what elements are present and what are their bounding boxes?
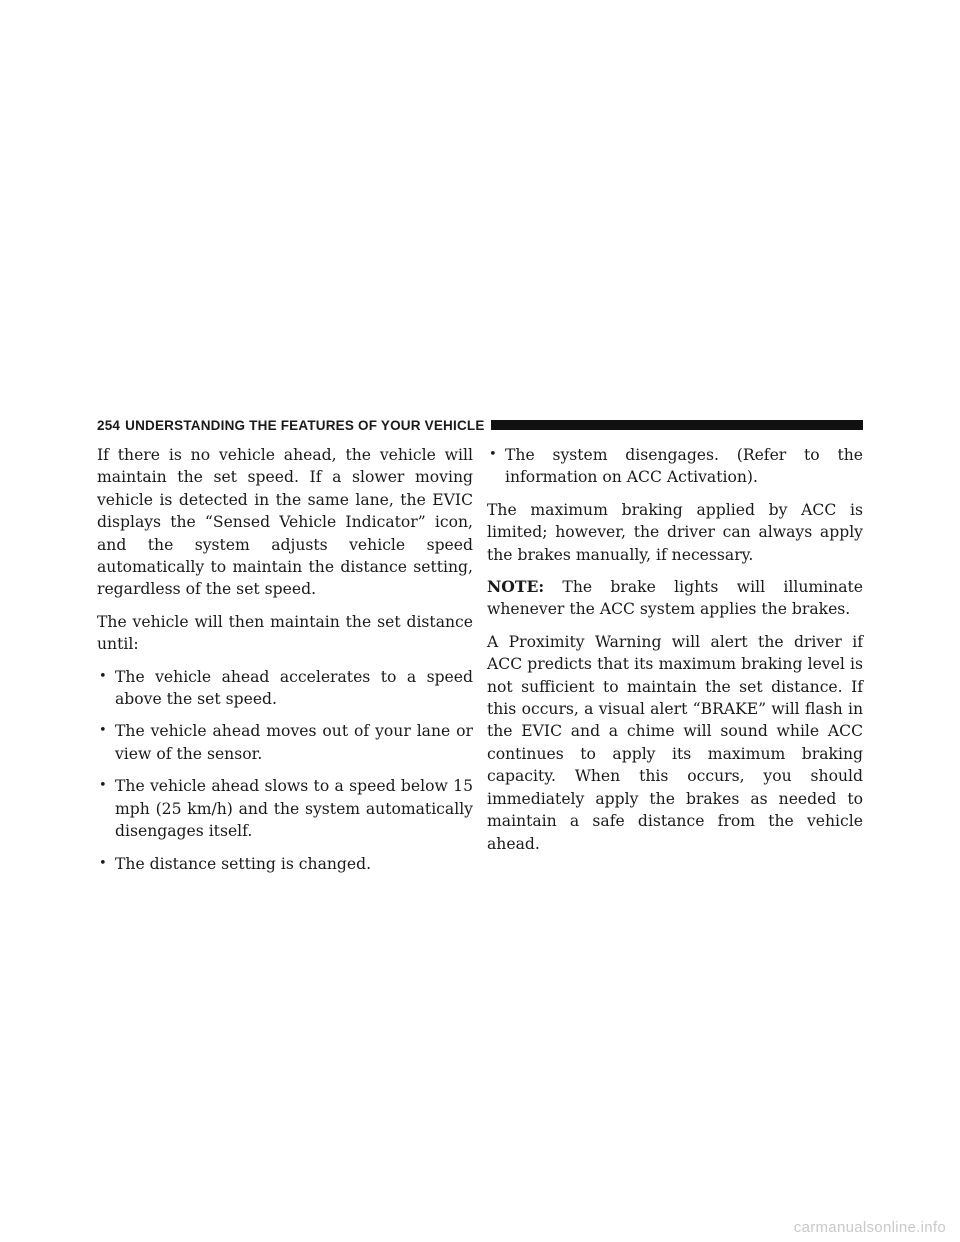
note-label: NOTE: [487, 577, 545, 597]
bullet-icon: • [489, 447, 497, 462]
bullet-icon: • [99, 668, 107, 684]
list-item-text: The system disengages. (Refer to the information on ACC Activation). [505, 446, 863, 487]
right-column [487, 444, 863, 865]
note-text: The brake lights will illuminate whenever the ACC system applies the brakes. [487, 578, 863, 619]
lead-paragraph: The vehicle will then maintain the set distance until: [97, 612, 473, 654]
list-item [97, 853, 473, 875]
left-column [97, 444, 473, 885]
list-item-text: The vehicle ahead moves out of your lane or view of the sensor. [115, 722, 473, 763]
braking-paragraph: The maximum braking applied by ACC is limited; however, the driver can always apply the brakes manually, if necessary. [487, 500, 863, 564]
section-title: UNDERSTANDING THE FEATURES OF YOUR VEHICLE [125, 417, 485, 433]
bullet-icon: • [99, 778, 107, 794]
page-header [97, 414, 863, 436]
list-item-text: The vehicle ahead accelerates to a speed above the set speed. [115, 667, 473, 709]
page-number: 254 [97, 417, 121, 433]
note-paragraph [487, 576, 863, 621]
list-item-text: The distance setting is changed. [115, 854, 372, 873]
header-rule [491, 420, 863, 430]
bullet-icon: • [99, 723, 107, 739]
list-item [487, 444, 863, 489]
list-item [97, 666, 473, 711]
proximity-warning-paragraph: A Proximity Warning will alert the driver if ACC predicts that its maximum braking level is not sufficient to maintain the set distance. If this occurs, a visual alert “BRAKE” will flash in the EVIC and a chime will sound while ACC continues to apply its maximum braking capacity. When this occurs, you should immediately apply the brakes as needed to maintain a safe distance from the vehicle ahead. [487, 632, 863, 853]
list-item [97, 720, 473, 765]
intro-paragraph: If there is no vehicle ahead, the vehicle will maintain the set speed. If a slower moving vehicle is detected in the same lane, the EVIC displays the “Sensed Vehicle Indicator” icon, and the system adjusts vehicle speed automatically to maintain the distance setting, regardless of the set speed. [97, 446, 473, 599]
bullet-icon: • [99, 855, 107, 871]
list-item-text: The vehicle ahead slows to a speed below 15 mph (25 km/h) and the system automatically disengages itself. [115, 777, 473, 841]
watermark: carmanualsonline.info [793, 1219, 946, 1236]
list-item [97, 775, 473, 842]
